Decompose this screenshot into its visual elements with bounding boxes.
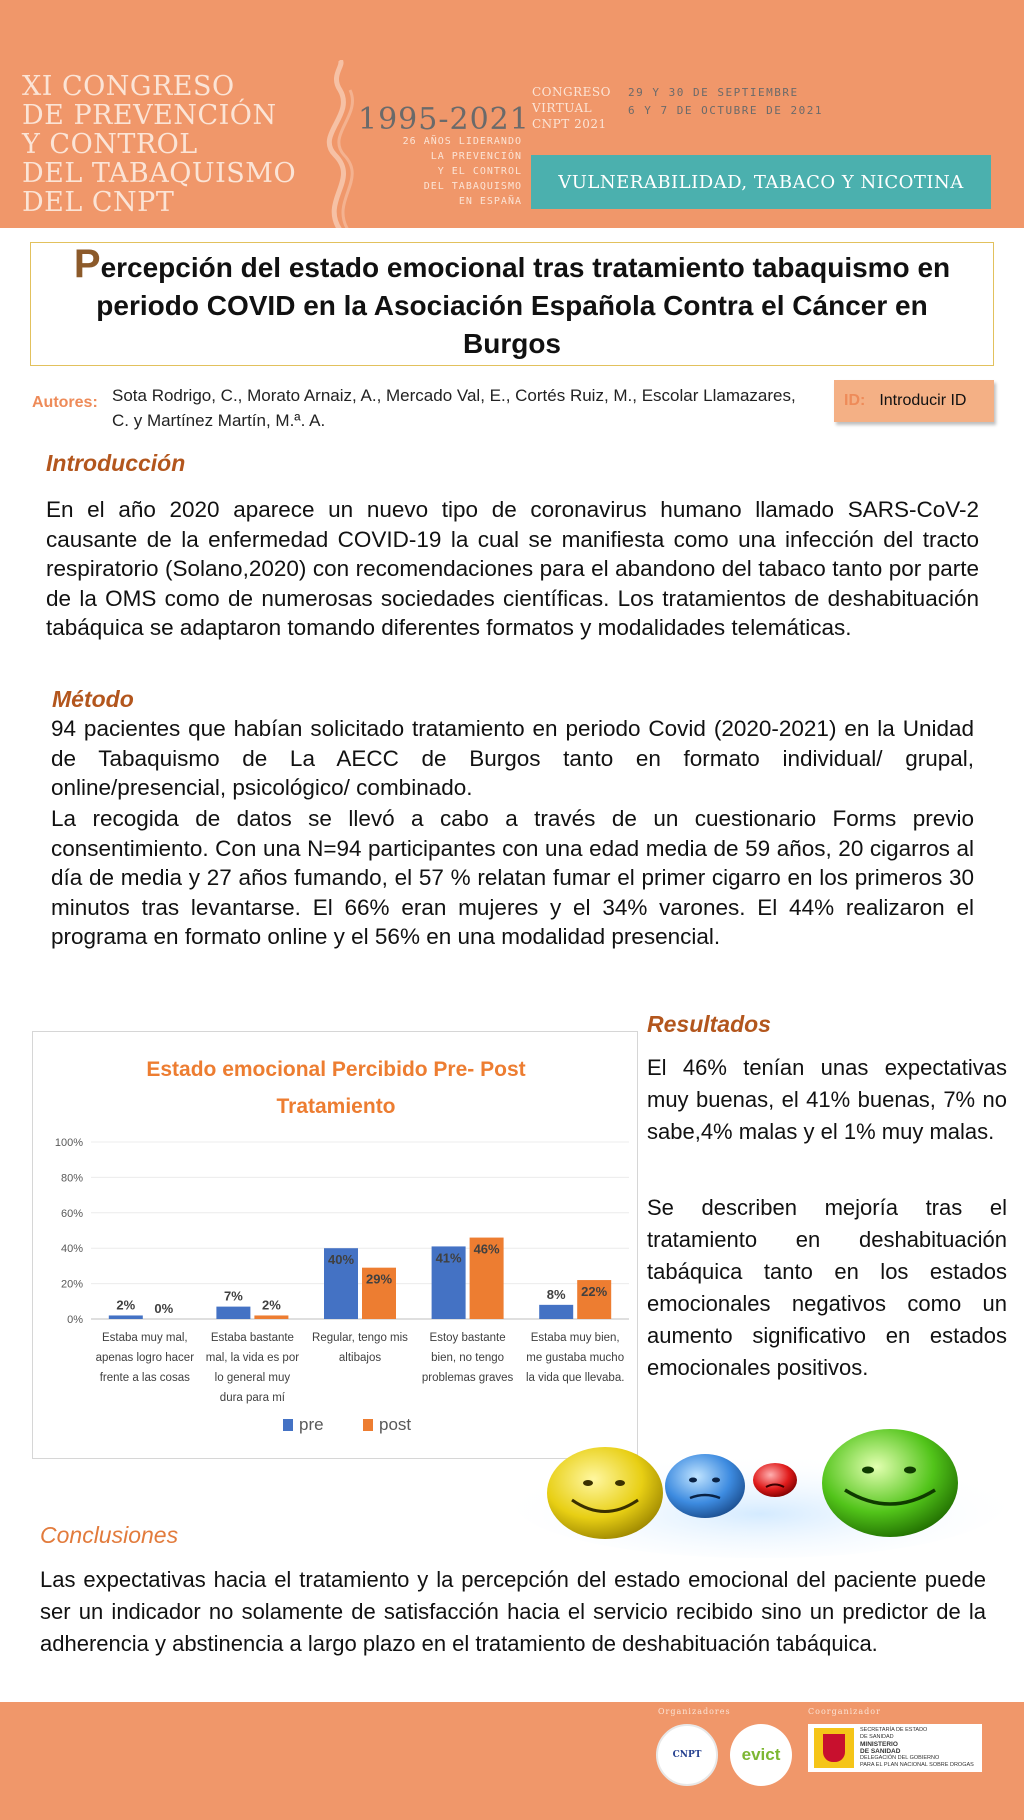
legend-swatch-pre [283,1419,293,1431]
red-sad-face-icon [753,1463,797,1497]
data-label: 40% [327,1252,355,1268]
green-smiley-icon [822,1429,958,1537]
authors-list: Sota Rodrigo, C., Morato Arnaiz, A., Mercado Val, E., Cortés Ruiz, M., Escolar Llamazares, C. y Martínez Martín, M.ª. A. [112,386,796,430]
ministry-line: MINISTERIO [860,1741,898,1748]
yellow-smiley-icon [547,1447,663,1539]
bar-pre [216,1307,250,1319]
date-line: 6 Y 7 DE OCTUBRE DE 2021 [628,104,823,117]
years-range: 1995-2021 [358,102,530,137]
congress-title-line: Y CONTROL [22,129,198,160]
data-label: 8% [546,1286,566,1302]
bar-pre [539,1305,573,1319]
years-subtitle-line: EN ESPAÑA [458,196,522,207]
evict-logo-text: evict [741,1745,781,1764]
years-subtitle-line: LA PREVENCIÓN [430,151,522,162]
coorganizer-label: Coorganizador [808,1707,881,1716]
chart-title-line: Tratamiento [276,1095,396,1118]
legend-label: post [379,1415,412,1434]
y-tick-label: 40% [60,1243,83,1256]
id-value: Introducir ID [879,392,967,409]
years-subtitle-line: DEL TABAQUISMO [423,181,522,192]
date-line: 29 Y 30 DE SEPTIEMBRE [628,86,799,99]
ministry-line: SECRETARÍA DE ESTADO [860,1727,928,1733]
data-label: 0% [154,1301,174,1316]
congress-dates [628,84,823,120]
legend-swatch-post [363,1419,373,1431]
header-band [0,0,1024,228]
bar-post [254,1315,288,1319]
ministry-line: DE SANIDAD [860,1734,894,1740]
smileys-illustration [510,1408,1010,1568]
method-text-1: 94 pacientes que habían solicitado tratamiento en periodo Covid (2020-2021) en la Unidad de Tabaquismo de La AECC de Burgos tanto en formato individual/ grupal, online/presencial, psicológico/ combinado. [51,716,974,800]
ministry-logo [808,1724,982,1772]
results-text-2: Se describen mejoría tras el tratamiento en deshabituación tabáquica tanto en los estados emocionales negativos como un aumento significativo en estados emocionales positivos. [647,1195,1007,1380]
bar-chart [33,1032,639,1460]
title-first-letter: P [73,242,101,286]
chart-title-line: Estado emocional Percibido Pre- Post [146,1058,526,1081]
data-label: 29% [365,1271,393,1287]
congress-virtual-line: CNPT 2021 [532,117,607,131]
congress-title-line: XI CONGRESO [22,71,235,102]
evict-logo [730,1724,792,1786]
conclusions-heading: Conclusiones [40,1522,179,1548]
ministry-line: DELEGACIÓN DEL GOBIERNO [860,1755,940,1761]
id-box [834,380,994,422]
chart-frame [32,1031,638,1459]
ministry-text [860,1727,974,1769]
data-label: 7% [224,1288,243,1304]
years-subtitle-line: 26 AÑOS LIDERANDO [402,136,522,147]
cnpt-logo-text: CNPT [672,1750,702,1760]
category-label: Estaba muy bien, me gustaba mucho la vida que llevaba. [525,1332,625,1384]
intro-heading: Introducción [46,450,186,476]
results-text-1: El 46% tenían unas expectativas muy buenas, el 41% buenas, 7% no sabe,4% malas y el 1% muy malas. [647,1055,1007,1144]
category-label: Estoy bastante bien, no tengo problemas graves [421,1332,514,1384]
ministry-line: DE SANIDAD [860,1748,901,1755]
conclusions-text: Las expectativas hacia el tratamiento y la percepción del estado emocional del paciente puede ser un indicador no solamente de satisfacción hacia el servicio recibido sino un predictor de la adherencia y abstinencia a largo plazo en el tratamiento de deshabituación tabáquica. [40,1567,986,1656]
data-label: 2% [262,1297,281,1313]
poster-title-box [30,242,994,366]
y-tick-label: 0% [67,1314,83,1326]
cnpt-logo [656,1724,718,1786]
organizers-label: Organizadores [658,1707,731,1716]
method-text-2: La recogida de datos se llevó a cabo a través de un cuestionario Forms previo consentimiento. Con una N=94 participantes con una edad media de 59 años, 20 cigarros al día de media y 27 años fumando, el 57 % relatan fumar el primer cigarro en los primeros 30 minutos tras levantarse. El 66% eran mujeres y el 34% varones. El 44% realizaron el programa en formato online y el 56% en una modalidad presencial. [51,806,974,949]
y-tick-label: 20% [60,1278,83,1291]
congress-title-line: DEL TABAQUISMO [22,158,297,189]
congress-virtual [532,84,611,132]
data-label: 2% [116,1297,136,1313]
data-label: 41% [435,1250,462,1266]
category-label: Estaba bastante mal, la vida es por lo general muy dura para mí [205,1332,300,1404]
category-label: Estaba muy mal, apenas logro hacer frente a las cosas [95,1332,195,1384]
theme-banner: VULNERABILIDAD, TABACO Y NICOTINA [531,155,991,209]
title-rest: ercepción del estado emocional tras tratamiento tabaquismo en periodo COVID en la Asociación Española Contra el Cáncer en Burgos [96,252,951,359]
id-label: ID: [844,392,866,409]
y-tick-label: 100% [54,1137,83,1149]
years-subtitle-line: Y EL CONTROL [437,166,522,177]
ministry-line: PARA EL PLAN NACIONAL SOBRE DROGAS [860,1762,974,1768]
congress-title-line: DE PREVENCIÓN [22,100,277,131]
data-label: 46% [473,1241,500,1257]
data-label: 22% [581,1284,608,1300]
blue-neutral-face-icon [665,1454,745,1518]
smoke-icon [300,60,380,228]
results-heading: Resultados [647,1011,771,1037]
poster-title [51,242,973,363]
congress-title [22,72,296,217]
years-subtitle [380,134,522,209]
authors-label: Autores: [32,394,98,411]
legend-label: pre [299,1415,324,1434]
y-tick-label: 80% [60,1172,83,1185]
coat-of-arms-icon [814,1728,854,1768]
category-label: Regular, tengo mis altibajos [312,1332,408,1364]
bar-pre [109,1315,143,1319]
congress-virtual-line: CONGRESO [532,85,611,99]
congress-title-line: DEL CNPT [22,187,175,218]
method-heading: Método [52,686,134,712]
intro-text: En el año 2020 aparece un nuevo tipo de coronavirus humano llamado SARS-CoV-2 causante de la enfermedad COVID-19 la cual se manifiesta como una infección del tracto respiratorio (Solano,2020) con recomendaciones para el abandono del tabaco tanto por parte de la OMS como de numerosas sociedades científicas. Los tratamientos de deshabituación tabáquica se adaptaron tomando diferentes formatos y modalidades telemáticas. [46,497,979,640]
y-tick-label: 60% [60,1207,83,1220]
congress-virtual-line: VIRTUAL [532,101,593,115]
